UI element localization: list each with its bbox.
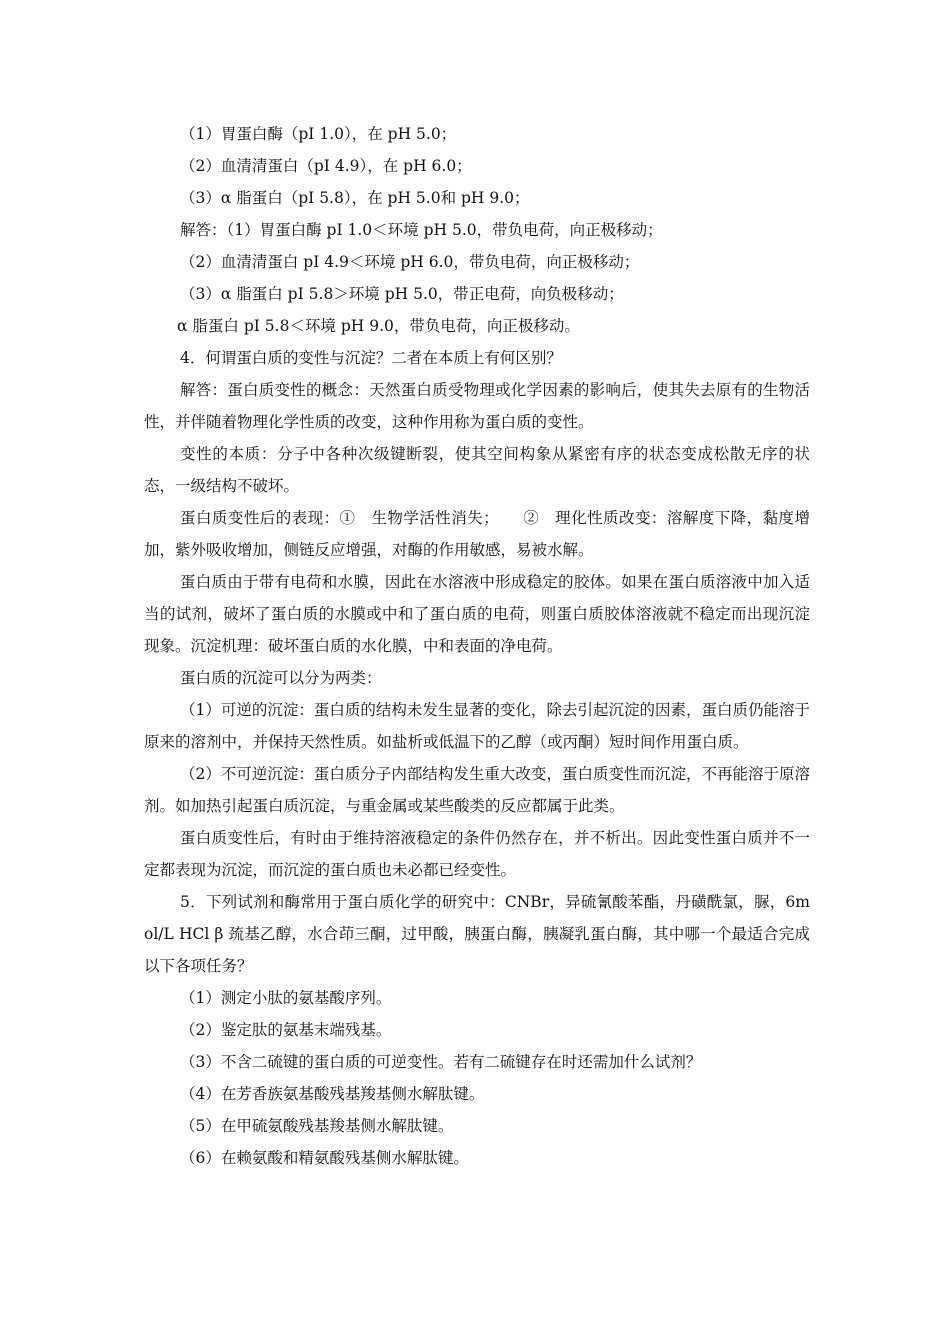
paragraph: 蛋白质的沉淀可以分为两类： [180,669,382,687]
paragraph: （2）血清清蛋白 pI 4.9＜环境 pH 6.0，带负电荷，向正极移动； [180,253,640,271]
paragraph: 解答：（1）胃蛋白酶 pI 1.0＜环境 pH 5.0，带负电荷，向正极移动； [180,221,663,239]
paragraph: 蛋白质由于带有电荷和水膜，因此在水溶液中形成稳定的胶体。如果在蛋白质溶液中加入适当的试剂，破坏了蛋白质的水膜或中和了蛋白质的电荷，则蛋白质胶体溶液就不稳定而出现沉淀现象。沉淀机理：破坏蛋白质的水化膜，中和表面的净电荷。 [144,573,810,655]
paragraph: （3）α 脂蛋白 pI 5.8＞环境 pH 5.0，带正电荷，向负极移动； [180,285,624,303]
question-heading: 4．何谓蛋白质的变性与沉淀？二者在本质上有何区别？ [180,349,562,367]
paragraph: 蛋白质变性后的表现：① 生物学活性消失； ② 理化性质改变：溶解度下降，黏度增加，紫外吸收增加，侧链反应增强，对酶的作用敏感，易被水解。 [144,509,810,559]
paragraph: 变性的本质：分子中各种次级键断裂，使其空间构象从紧密有序的状态变成松散无序的状态，一级结构不破坏。 [144,445,810,495]
paragraph: （1）胃蛋白酶（pI 1.0），在 pH 5.0； [180,125,457,143]
list-item: （5）在甲硫氨酸残基羧基侧水解肽键。 [180,1117,454,1135]
list-item: （1）测定小肽的氨基酸序列。 [180,989,392,1007]
question-heading: 5．下列试剂和酶常用于蛋白质化学的研究中：CNBr，异硫氰酸苯酯，丹磺酰氯，脲，6mol/L HCl β 巯基乙醇，水合茚三酮，过甲酸，胰蛋白酶，胰凝乳蛋白酶，其中哪一个最适合完成以下各项任务？ [144,893,810,975]
paragraph: （2）血清清蛋白（pI 4.9），在 pH 6.0； [180,157,472,175]
list-item: （3）不含二硫键的蛋白质的可逆变性。若有二硫键存在时还需加什么试剂？ [180,1053,702,1071]
list-item: （4）在芳香族氨基酸残基羧基侧水解肽键。 [180,1085,485,1103]
document-body [144,118,810,1174]
paragraph: 蛋白质变性后，有时由于维持溶液稳定的条件仍然存在，并不析出。因此变性蛋白质并不一定都表现为沉淀，而沉淀的蛋白质也未必都已经变性。 [144,829,810,879]
paragraph: α 脂蛋白 pI 5.8＜环境 pH 9.0，带负电荷，向正极移动。 [177,317,580,335]
paragraph: （3）α 脂蛋白（pI 5.8），在 pH 5.0和 pH 9.0； [180,189,530,207]
list-item: （2）鉴定肽的氨基末端残基。 [180,1021,392,1039]
paragraph: （2）不可逆沉淀：蛋白质分子内部结构发生重大改变，蛋白质变性而沉淀，不再能溶于原溶剂。如加热引起蛋白质沉淀，与重金属或某些酸类的反应都属于此类。 [144,765,810,815]
list-item: （6）在赖氨酸和精氨酸残基侧水解肽键。 [180,1149,469,1167]
paragraph: 解答：蛋白质变性的概念：天然蛋白质受物理或化学因素的影响后，使其失去原有的生物活性，并伴随着物理化学性质的改变，这种作用称为蛋白质的变性。 [144,381,810,431]
paragraph: （1）可逆的沉淀：蛋白质的结构未发生显著的变化，除去引起沉淀的因素，蛋白质仍能溶于原来的溶剂中，并保持天然性质。如盐析或低温下的乙醇（或丙酮）短时间作用蛋白质。 [144,701,810,751]
